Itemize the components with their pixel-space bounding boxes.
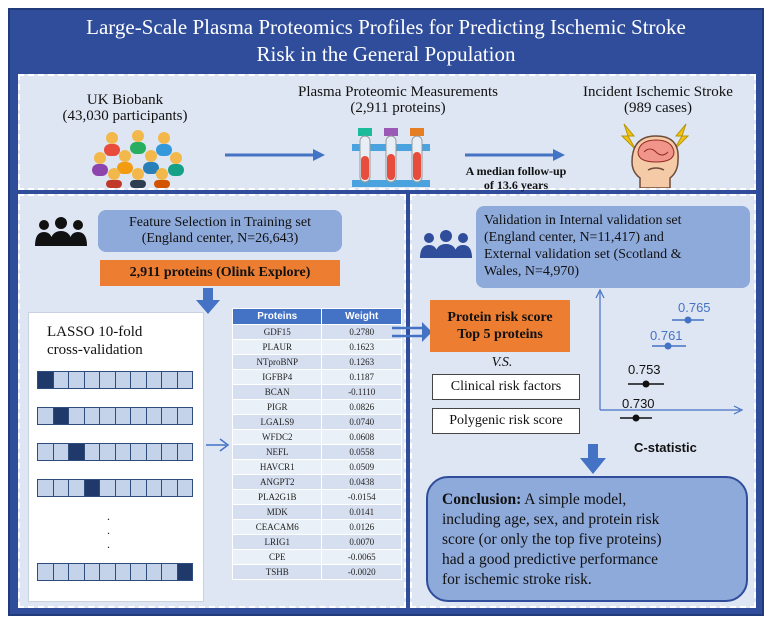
olink-box: 2,911 proteins (Olink Explore)	[100, 260, 340, 286]
table-row	[233, 475, 402, 490]
lasso-line-1: LASSO 10-fold	[47, 324, 143, 340]
title-line-1: Large-Scale Plasma Proteomics Profiles for Predicting Ischemic Stroke	[86, 15, 686, 39]
protein-name-cell: LGALS9	[233, 415, 322, 430]
cstat-axis-label: C-statistic	[634, 440, 697, 455]
protein-weight-cell: 0.0558	[322, 445, 402, 460]
test-tubes-icon	[352, 128, 430, 188]
table-row	[233, 325, 402, 340]
protein-name-cell: TSHB	[233, 565, 322, 580]
table-row	[233, 535, 402, 550]
protein-weight-cell: -0.0065	[322, 550, 402, 565]
protein-weight-cell: 0.0509	[322, 460, 402, 475]
table-row	[233, 370, 402, 385]
validation-line-1: Validation in Internal validation set	[484, 213, 682, 228]
double-arrow-icon	[392, 322, 432, 342]
protein-name-cell: HAVCR1	[233, 460, 322, 475]
validation-line-4: Wales, N=4,970)	[484, 264, 580, 279]
table-row	[233, 505, 402, 520]
protein-weight-cell: 0.1623	[322, 340, 402, 355]
dot-1: .	[107, 509, 110, 523]
fold-bar-3	[37, 443, 193, 461]
biobank-count: (43,030 participants)	[62, 108, 188, 124]
cstat-value-1: 0.765	[678, 300, 711, 315]
followup-label	[446, 164, 586, 192]
protein-name-cell: ANGPT2	[233, 475, 322, 490]
page-title	[10, 14, 762, 68]
table-row	[233, 355, 402, 370]
dot-2: .	[107, 523, 110, 537]
protein-weight-cell: 0.2780	[322, 325, 402, 340]
table-row	[233, 400, 402, 415]
prs-line-2: Top 5 proteins	[457, 327, 543, 342]
protein-name-cell: IGFBP4	[233, 370, 322, 385]
stroke-count: (989 cases)	[624, 100, 692, 116]
followup-line-2: of 13.6 years	[483, 178, 549, 192]
cstat-value-4: 0.730	[622, 396, 655, 411]
protein-weight-cell: 0.0141	[322, 505, 402, 520]
header-proteins: Proteins	[233, 309, 322, 325]
table-row	[233, 490, 402, 505]
clinical-risk-box: Clinical risk factors	[432, 374, 580, 400]
lasso-box	[28, 312, 204, 602]
protein-weight-cell: 0.0070	[322, 535, 402, 550]
protein-name-cell: MDK	[233, 505, 322, 520]
validation-line-2: (England center, N=11,417) and	[484, 230, 664, 245]
table-row	[233, 430, 402, 445]
protein-name-cell: CEACAM6	[233, 520, 322, 535]
protein-weight-cell: -0.0020	[322, 565, 402, 580]
table-row	[233, 445, 402, 460]
fold-bar-1	[37, 371, 193, 389]
arrow-down-icon	[580, 444, 606, 474]
fold-bar-10	[37, 563, 193, 581]
plasma-count: (2,911 proteins)	[350, 100, 446, 116]
arrow-down-icon	[196, 288, 220, 314]
fold-bar-2	[37, 407, 193, 425]
protein-name-cell: PLAUR	[233, 340, 322, 355]
conclusion-line-1: A simple model,	[521, 491, 627, 508]
people-group-icon	[420, 230, 472, 260]
protein-name-cell: PLA2G1B	[233, 490, 322, 505]
table-row	[233, 460, 402, 475]
conclusion-line-4: had a good predictive performance	[442, 551, 659, 568]
people-group-icon	[34, 216, 88, 248]
protein-name-cell: WFDC2	[233, 430, 322, 445]
protein-weight-cell: -0.1110	[322, 385, 402, 400]
biobank-name: UK Biobank	[86, 92, 164, 108]
table-row	[233, 520, 402, 535]
protein-name-cell: NTproBNP	[233, 355, 322, 370]
protein-name-cell: GDF15	[233, 325, 322, 340]
ci-line-2	[652, 343, 686, 350]
biobank-label	[40, 92, 210, 124]
protein-risk-score-box	[430, 300, 570, 352]
c-statistic-plot	[590, 288, 750, 438]
lasso-label	[47, 323, 143, 359]
protein-weight-cell: 0.1187	[322, 370, 402, 385]
protein-weight-cell: 0.0126	[322, 520, 402, 535]
protein-weight-cell: 0.0438	[322, 475, 402, 490]
ci-line-4	[620, 415, 652, 422]
feature-selection-box	[98, 210, 342, 252]
conclusion-heading: Conclusion:	[442, 491, 522, 508]
prs-line-1: Protein risk score	[447, 310, 553, 325]
stroke-label	[568, 84, 748, 116]
stroke-title: Incident Ischemic Stroke	[583, 84, 733, 100]
ci-line-3	[628, 381, 664, 388]
table-row	[233, 385, 402, 400]
lasso-line-2: cross-validation	[47, 342, 143, 358]
protein-weight-table	[232, 308, 402, 580]
ci-line-1	[672, 317, 704, 324]
cstat-value-2: 0.761	[650, 328, 683, 343]
arrow-right-icon	[465, 148, 565, 162]
plasma-label	[278, 84, 518, 116]
feature-line-2: (England center, N=26,643)	[141, 231, 299, 246]
crowd-icon	[92, 128, 184, 188]
table-row	[233, 550, 402, 565]
protein-weight-cell: 0.1263	[322, 355, 402, 370]
conclusion-line-2: including age, sex, and protein risk	[442, 511, 660, 528]
feature-line-1: Feature Selection in Training set	[129, 215, 311, 230]
protein-weight-cell: 0.0740	[322, 415, 402, 430]
fold-bar-4	[37, 479, 193, 497]
protein-name-cell: PIGR	[233, 400, 322, 415]
table-row	[233, 415, 402, 430]
dot-3: .	[107, 537, 110, 551]
header-weight: Weight	[322, 309, 402, 325]
protein-name-cell: NEFL	[233, 445, 322, 460]
cstat-value-3: 0.753	[628, 362, 661, 377]
protein-weight-cell: 0.0608	[322, 430, 402, 445]
main-frame	[8, 8, 764, 616]
table-row	[233, 565, 402, 580]
title-line-2: Risk in the General Population	[256, 42, 516, 66]
vs-label: V.S.	[491, 355, 513, 370]
plasma-title: Plasma Proteomic Measurements	[298, 84, 498, 100]
followup-line-1: A median follow-up	[465, 164, 567, 178]
protein-weight-cell: 0.0826	[322, 400, 402, 415]
protein-name-cell: CPE	[233, 550, 322, 565]
protein-name-cell: LRIG1	[233, 535, 322, 550]
table-row	[233, 340, 402, 355]
arrow-right-icon	[206, 438, 232, 452]
ellipsis-dots	[107, 509, 110, 551]
conclusion-line-5: for ischemic stroke risk.	[442, 571, 592, 588]
conclusion-line-3: score (or only the top five proteins)	[442, 531, 662, 548]
protein-weight-cell: -0.0154	[322, 490, 402, 505]
conclusion-box	[426, 476, 748, 602]
protein-name-cell: BCAN	[233, 385, 322, 400]
top-panel	[18, 74, 756, 190]
validation-line-3: External validation set (Scotland &	[484, 247, 682, 262]
polygenic-risk-box: Polygenic risk score	[432, 408, 580, 434]
arrow-right-icon	[225, 148, 325, 162]
left-panel	[18, 194, 406, 608]
brain-lightning-icon	[618, 122, 692, 188]
validation-box	[476, 206, 750, 288]
